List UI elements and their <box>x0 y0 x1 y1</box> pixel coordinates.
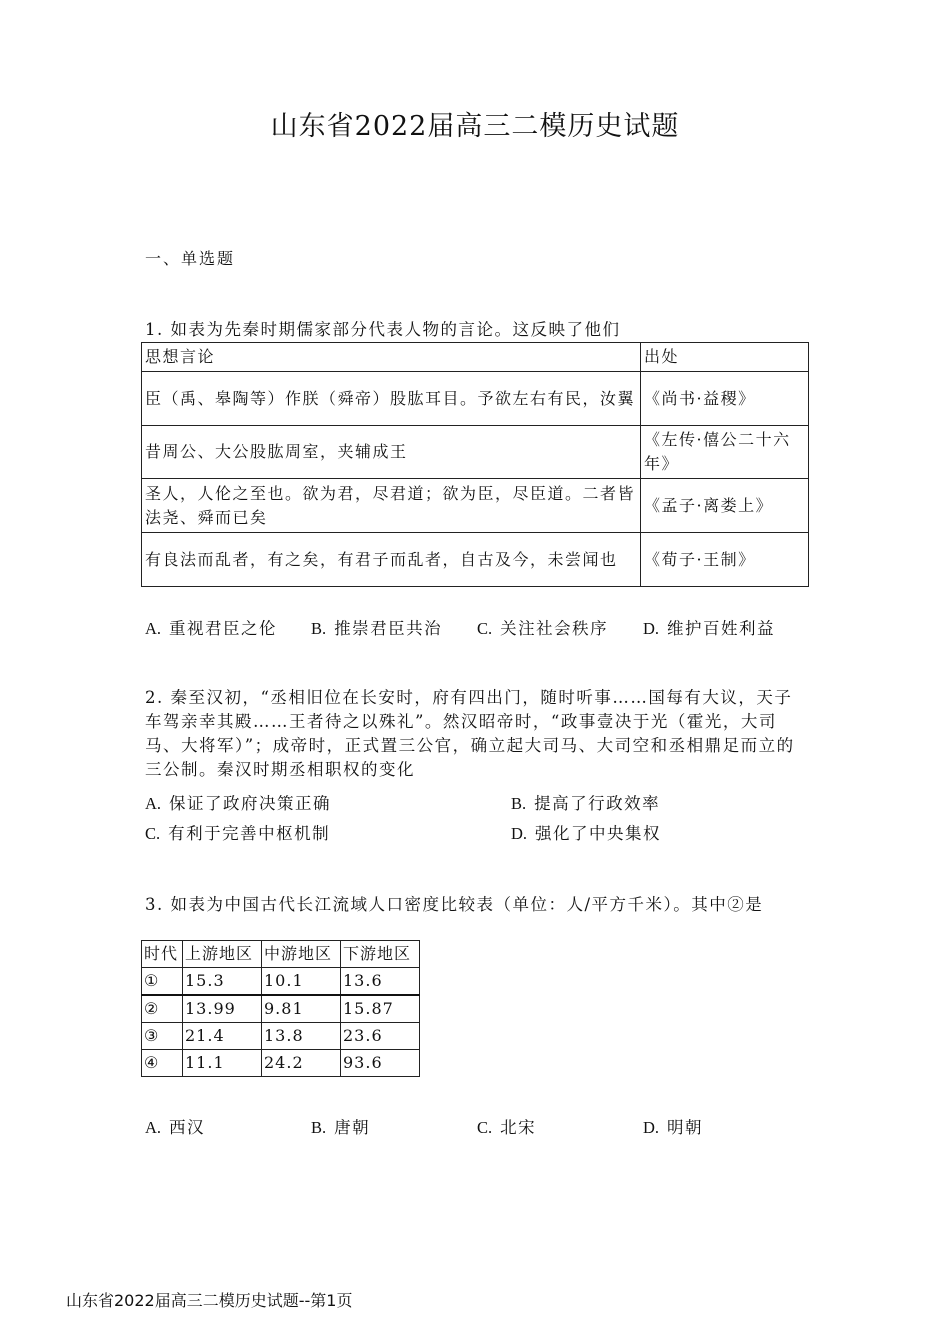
table-cell: 《左传·僖公二十六年》 <box>641 426 809 479</box>
question-3-stem: 3. 如表为中国古代长江流域人口密度比较表（单位：人/平方千米）。其中②是 <box>145 895 764 914</box>
table-cell: ④ <box>142 1050 183 1077</box>
option-key: A. <box>145 619 162 638</box>
option-text: 维护百姓利益 <box>667 619 776 638</box>
table-cell: 13.8 <box>262 1023 341 1050</box>
page-footer: 山东省2022届高三二模历史试题--第1页 <box>66 1291 353 1310</box>
table-header-cell: 出处 <box>641 343 809 372</box>
option-text: 强化了中央集权 <box>535 824 662 843</box>
table-header-cell: 下游地区 <box>341 941 420 968</box>
option-text: 有利于完善中枢机制 <box>168 824 331 843</box>
table-row <box>142 995 420 1023</box>
section-heading: 一、单选题 <box>145 249 236 268</box>
table-header-cell: 中游地区 <box>262 941 341 968</box>
option-key: A. <box>145 794 162 813</box>
table-row <box>142 1050 420 1077</box>
table-cell: 臣（禹、皋陶等）作朕（舜帝）股肱耳目。予欲左右有民，汝翼 <box>142 372 641 426</box>
table-row <box>142 968 420 996</box>
table-header-cell: 时代 <box>142 941 183 968</box>
table-row <box>142 426 809 479</box>
option-key: C. <box>477 619 493 638</box>
question-1-option-b[interactable] <box>311 615 442 639</box>
table-header-cell: 思想言论 <box>142 343 641 372</box>
option-key: B. <box>311 619 327 638</box>
option-text: 唐朝 <box>334 1118 371 1137</box>
option-text: 北宋 <box>500 1118 537 1137</box>
question-2-option-c[interactable] <box>145 820 330 844</box>
table-cell: 《尚书·益稷》 <box>641 372 809 426</box>
question-2-option-d[interactable] <box>511 820 661 844</box>
option-text: 西汉 <box>169 1118 206 1137</box>
option-key: D. <box>643 619 660 638</box>
question-3-table <box>141 940 420 1077</box>
table-cell: 15.87 <box>341 995 420 1023</box>
option-key: C. <box>477 1118 493 1137</box>
table-row <box>142 533 809 587</box>
question-1-stem: 1. 如表为先秦时期儒家部分代表人物的言论。这反映了他们 <box>145 320 621 339</box>
table-cell: 9.81 <box>262 995 341 1023</box>
table-cell: 《荀子·王制》 <box>641 533 809 587</box>
table-cell: 23.6 <box>341 1023 420 1050</box>
option-key: C. <box>145 824 161 843</box>
table-cell: 21.4 <box>183 1023 262 1050</box>
table-cell: 24.2 <box>262 1050 341 1077</box>
question-1-option-a[interactable] <box>145 615 277 639</box>
option-text: 明朝 <box>667 1118 704 1137</box>
table-row <box>142 1023 420 1050</box>
option-text: 重视君臣之伦 <box>169 619 278 638</box>
option-text: 关注社会秩序 <box>500 619 609 638</box>
table-cell: 《孟子·离娄上》 <box>641 479 809 533</box>
table-cell: ② <box>142 995 183 1023</box>
question-1-option-d[interactable] <box>643 615 775 639</box>
option-key: B. <box>511 794 527 813</box>
question-1-option-c[interactable] <box>477 615 608 639</box>
page-title: 山东省2022届高三二模历史试题 <box>270 111 680 142</box>
question-1-table <box>141 342 809 587</box>
table-cell: 10.1 <box>262 968 341 996</box>
table-header-cell: 上游地区 <box>183 941 262 968</box>
table-row <box>142 372 809 426</box>
question-2-option-b[interactable] <box>511 790 660 814</box>
table-cell: 93.6 <box>341 1050 420 1077</box>
table-cell: 13.99 <box>183 995 262 1023</box>
table-row <box>142 479 809 533</box>
table-cell: 15.3 <box>183 968 262 996</box>
option-text: 推崇君臣共治 <box>334 619 443 638</box>
option-key: A. <box>145 1118 162 1137</box>
table-cell: ③ <box>142 1023 183 1050</box>
option-text: 提高了行政效率 <box>534 794 661 813</box>
question-3-option-b[interactable] <box>311 1114 370 1138</box>
option-key: B. <box>311 1118 327 1137</box>
option-key: D. <box>643 1118 660 1137</box>
table-cell: 11.1 <box>183 1050 262 1077</box>
question-2-option-a[interactable] <box>145 790 331 814</box>
option-text: 保证了政府决策正确 <box>169 794 332 813</box>
table-header-row <box>142 343 809 372</box>
question-3-option-a[interactable] <box>145 1114 205 1138</box>
option-key: D. <box>511 824 528 843</box>
table-cell: 昔周公、大公股肱周室，夹辅成王 <box>142 426 641 479</box>
table-header-row <box>142 941 420 968</box>
question-3-option-d[interactable] <box>643 1114 703 1138</box>
table-cell: ① <box>142 968 183 996</box>
table-cell: 圣人，人伦之至也。欲为君，尽君道；欲为臣，尽臣道。二者皆法尧、舜而已矣 <box>142 479 641 533</box>
table-cell: 有良法而乱者，有之矣，有君子而乱者，自古及今，未尝闻也 <box>142 533 641 587</box>
table-cell: 13.6 <box>341 968 420 996</box>
question-2-stem: 2. 秦至汉初，“丞相旧位在长安时，府有四出门，随时听事……国每有大议，天子车驾亲幸其殿……王者待之以殊礼”。然汉昭帝时，“政事壹决于光（霍光，大司马、大将军）”；成帝时，正式置三公官，确立起大司马、大司空和丞相鼎足而立的三公制。秦汉时期丞相职权的变化 <box>145 688 795 779</box>
question-3-option-c[interactable] <box>477 1114 536 1138</box>
